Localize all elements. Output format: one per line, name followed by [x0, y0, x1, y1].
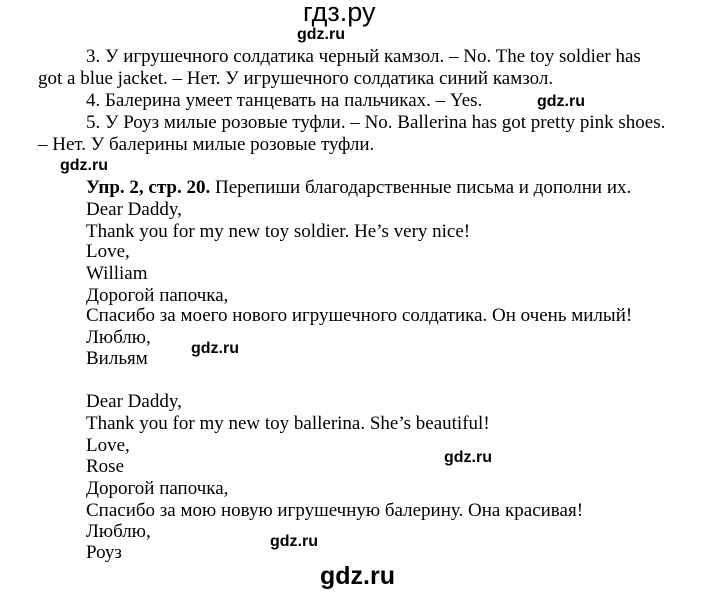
footer-watermark: gdz.ru	[320, 562, 395, 590]
watermark: gdz.ru	[60, 157, 108, 174]
letter1-body-ru: Спасибо за моего нового игрушечного солдатика. Он очень милый!	[86, 305, 633, 326]
letter1-body: Thank you for my new toy soldier. He’s very nice!	[86, 221, 471, 242]
answer-line-3a: 3. У игрушечного солдатика черный камзол. – No. The toy soldier has	[86, 46, 641, 67]
letter1-closing: Love,	[86, 241, 130, 262]
letter1-closing-ru: Люблю,	[86, 327, 151, 348]
letter2-greeting: Dear Daddy,	[86, 391, 182, 412]
answer-line-5b: – Нет. У балерины милые розовые туфли.	[38, 134, 375, 155]
letter1-signature-ru: Вильям	[86, 348, 148, 369]
answer-line-3b: got a blue jacket. – Нет. У игрушечного солдатика синий камзол.	[38, 68, 554, 89]
letter2-body-ru: Спасибо за мою новую игрушечную балерину. Она красивая!	[86, 500, 584, 521]
exercise-heading	[86, 177, 631, 199]
site-header: гдз.ру	[303, 0, 376, 27]
answer-line-5a: 5. У Роуз милые розовые туфли. – No. Ballerina has got pretty pink shoes.	[86, 112, 666, 133]
letter2-signature: Rose	[86, 456, 124, 477]
watermark: gdz.ru	[270, 533, 318, 550]
watermark: gdz.ru	[537, 93, 585, 110]
watermark: gdz.ru	[191, 340, 239, 357]
watermark: gdz.ru	[297, 26, 345, 43]
letter1-signature: William	[86, 263, 148, 284]
letter2-closing: Love,	[86, 435, 130, 456]
watermark: gdz.ru	[444, 449, 492, 466]
letter2-body: Thank you for my new toy ballerina. She’s beautiful!	[86, 413, 490, 434]
answer-line-4: 4. Балерина умеет танцевать на пальчиках. – Yes.	[86, 90, 483, 111]
letter2-greeting-ru: Дорогой папочка,	[86, 478, 229, 499]
exercise-instruction: Перепиши благодарственные письма и дополни их.	[214, 177, 632, 198]
letter2-closing-ru: Люблю,	[86, 521, 151, 542]
letter2-signature-ru: Роуз	[86, 542, 122, 563]
exercise-title: Упр. 2, стр. 20.	[86, 177, 211, 198]
letter1-greeting: Dear Daddy,	[86, 199, 182, 220]
letter1-greeting-ru: Дорогой папочка,	[86, 285, 229, 306]
